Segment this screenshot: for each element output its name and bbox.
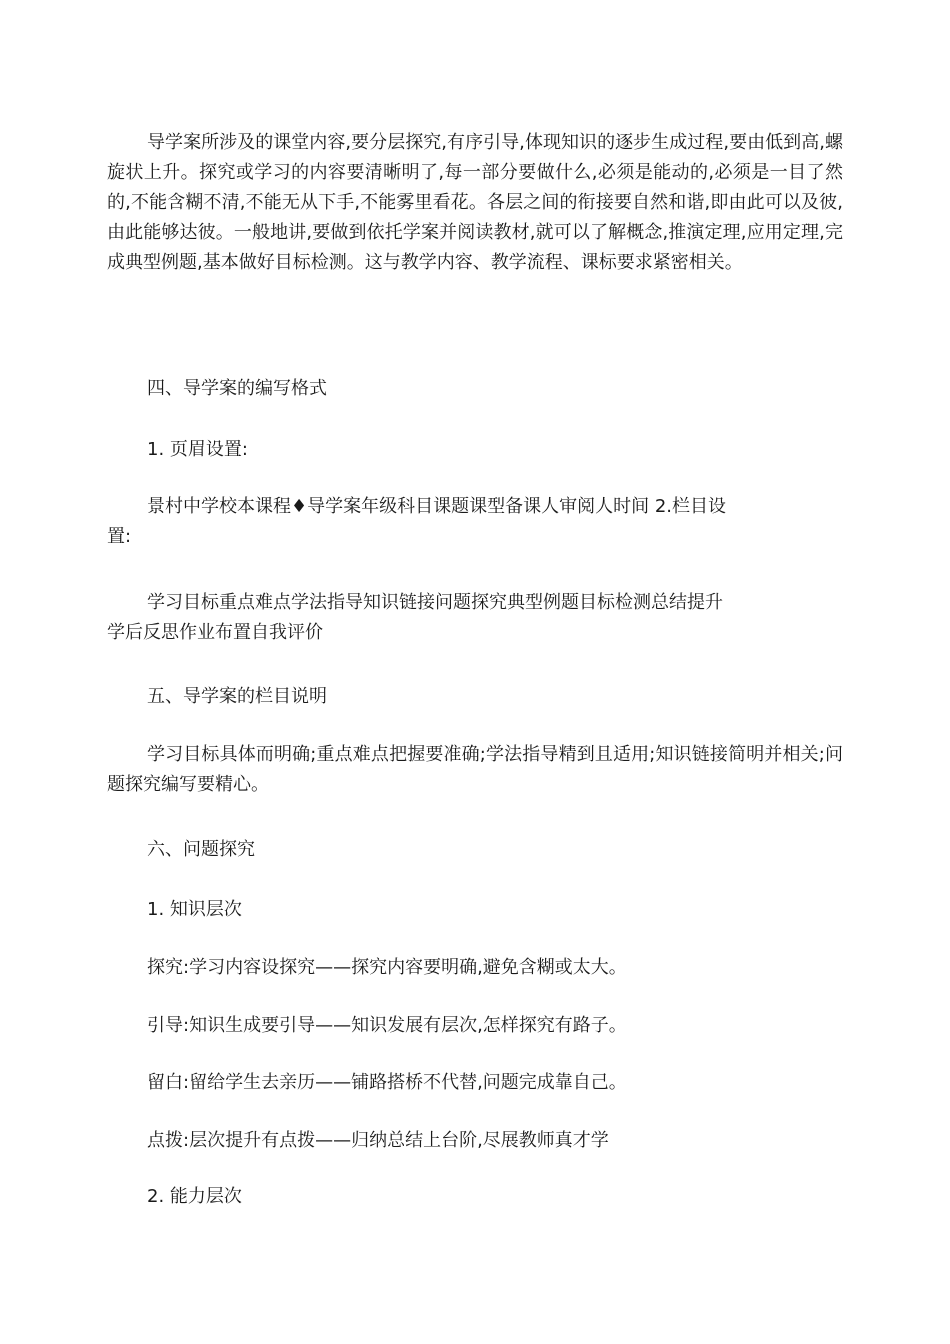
list-item-guide: 引导:知识生成要引导——知识发展有层次,怎样探究有路子。: [147, 1015, 627, 1036]
list-item-hint: 点拨:层次提升有点拨——归纳总结上台阶,尽展教师真才学: [147, 1130, 609, 1151]
list-item-blank: 留白:留给学生去亲历——铺路搭桥不代替,问题完成靠自己。: [147, 1072, 627, 1093]
section-heading-5: 五、导学案的栏目说明: [147, 686, 327, 707]
column-settings-text: [107, 588, 843, 648]
list-item-explore: 探究:学习内容设探究——探究内容要明确,避免含糊或太大。: [147, 957, 627, 978]
column-settings-line: 学习目标重点难点学法指导知识链接问题探究典型例题目标检测总结提升: [147, 592, 723, 613]
subheading-header-settings: 1. 页眉设置:: [147, 439, 248, 460]
section-heading-6: 六、问题探究: [147, 839, 255, 860]
header-fields-text: [107, 492, 843, 552]
header-fields-line: 景村中学校本课程♦导学案年级科目课题课型备课人审阅人时间 2.栏目设: [147, 496, 727, 517]
column-description-paragraph: 学习目标具体而明确;重点难点把握要准确;学法指导精到且适用;知识链接简明并相关;问题探究编写要精心。: [107, 744, 843, 795]
column-settings-line: 学后反思作业布置自我评价: [107, 622, 323, 643]
subheading-ability-level: 2. 能力层次: [147, 1186, 242, 1207]
intro-paragraph: 导学案所涉及的课堂内容,要分层探究,有序引导,体现知识的逐步生成过程,要由低到高,螺旋状上升。探究或学习的内容要清晰明了,每一部分要做什么,必须是能动的,必须是一目了然的,不能含糊不清,不能无从下手,不能雾里看花。各层之间的衔接要自然和谐,即由此可以及彼,由此能够达彼。一般地讲,要做到依托学案并阅读教材,就可以了解概念,推演定理,应用定理,完成典型例题,基本做好目标检测。这与教学内容、教学流程、课标要求紧密相关。: [107, 132, 843, 273]
subheading-knowledge-level: 1. 知识层次: [147, 899, 242, 920]
section-heading-4: 四、导学案的编写格式: [147, 378, 327, 399]
header-fields-line: 置:: [107, 526, 132, 547]
